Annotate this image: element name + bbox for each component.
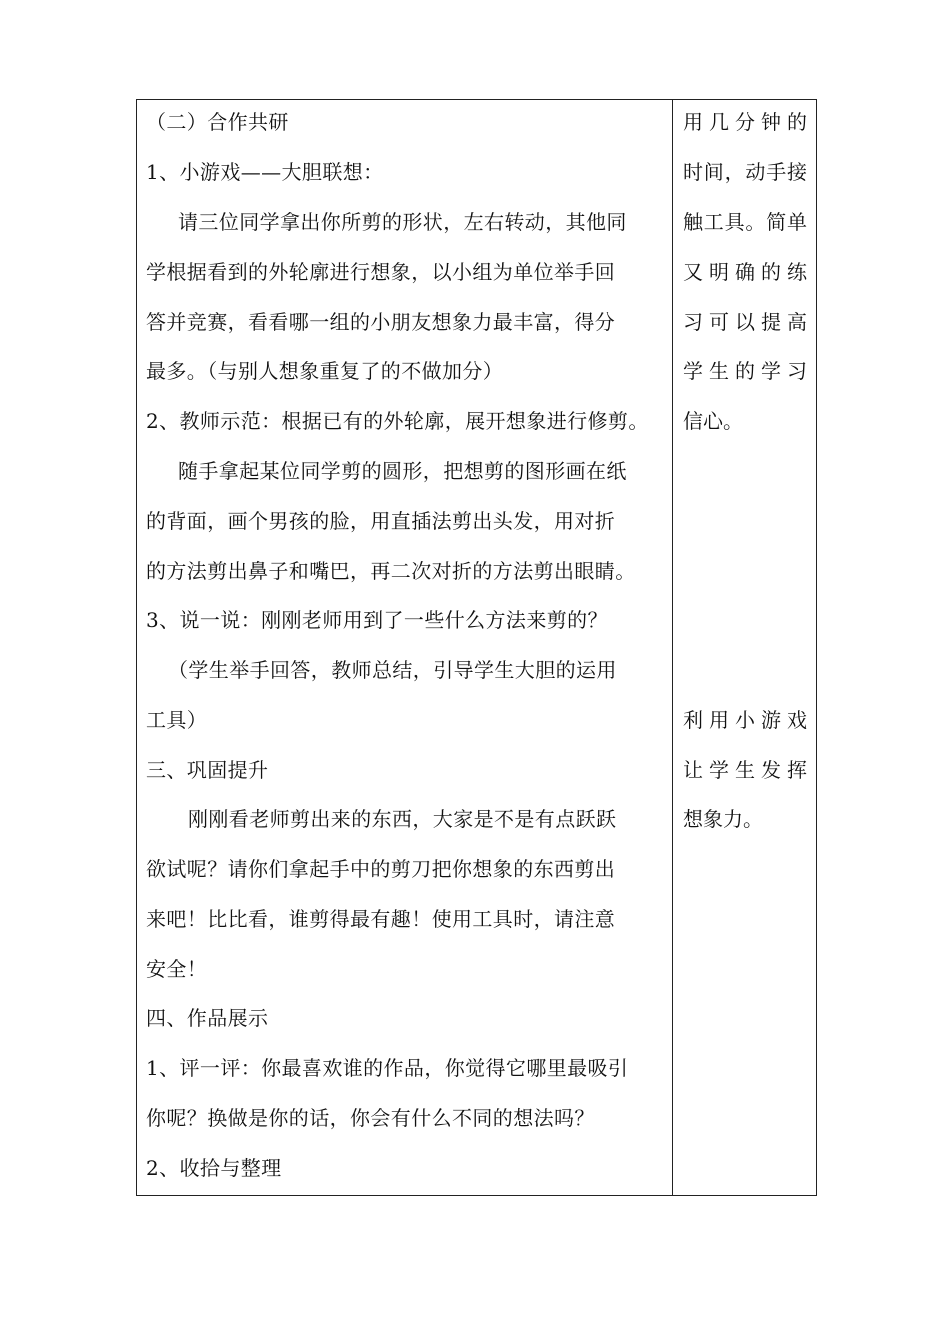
note-line: 触工具。简单: [683, 210, 807, 234]
paragraph-line: （学生举手回答，教师总结，引导学生大胆的运用: [168, 658, 617, 682]
note-line: 信心。: [683, 409, 743, 433]
note-line: 利用小游戏: [683, 708, 807, 732]
paragraph-line: 最多。（与别人想象重复了的不做加分）: [146, 359, 504, 383]
item-heading: 2、收拾与整理: [146, 1156, 282, 1180]
item-heading: 3、说一说：刚刚老师用到了一些什么方法来剪的？: [146, 608, 608, 632]
item-heading: 1、小游戏——大胆联想：: [146, 160, 384, 184]
paragraph-line: 1、评一评：你最喜欢谁的作品，你觉得它哪里最吸引: [146, 1056, 629, 1080]
paragraph-line: 答并竞赛，看看哪一组的小朋友想象力最丰富，得分: [146, 310, 616, 334]
paragraph-line: 随手拿起某位同学剪的圆形，把想剪的图形画在纸: [178, 459, 627, 483]
note-line: 时间，动手接: [683, 160, 807, 184]
note-line: 又明确的练: [683, 260, 807, 284]
note-line: 习可以提高: [683, 310, 807, 334]
item-heading: 2、教师示范：根据已有的外轮廓，展开想象进行修剪。: [146, 409, 649, 433]
paragraph-line: 请三位同学拿出你所剪的形状，左右转动，其他同: [178, 210, 627, 234]
paragraph-line: 欲试呢？请你们拿起手中的剪刀把你想象的东西剪出: [146, 857, 616, 881]
paragraph-line: 的方法剪出鼻子和嘴巴，再二次对折的方法剪出眼睛。: [146, 559, 636, 583]
paragraph-line: 来吧！比比看，谁剪得最有趣！使用工具时，请注意: [146, 907, 616, 931]
section-heading: 四、作品展示: [146, 1006, 269, 1030]
paragraph-line: 工具）: [146, 708, 208, 732]
note-line: 用几分钟的: [683, 110, 807, 134]
paragraph-line: 你呢？换做是你的话，你会有什么不同的想法吗？: [146, 1106, 595, 1130]
note-line: 学生的学习: [683, 359, 807, 383]
section-heading: 三、巩固提升: [146, 758, 269, 782]
paragraph-line: 安全！: [146, 957, 208, 981]
paragraph-line: 学根据看到的外轮廓进行想象，以小组为单位举手回: [146, 260, 616, 284]
section-heading: （二）合作共研: [146, 110, 289, 134]
paragraph-line: 的背面，画个男孩的脸，用直插法剪出头发，用对折: [146, 509, 616, 533]
note-line: 想象力。: [683, 807, 763, 831]
column-divider: [672, 99, 673, 1196]
paragraph-line: 刚刚看老师剪出来的东西，大家是不是有点跃跃: [188, 807, 617, 831]
note-line: 让学生发挥: [683, 758, 807, 782]
